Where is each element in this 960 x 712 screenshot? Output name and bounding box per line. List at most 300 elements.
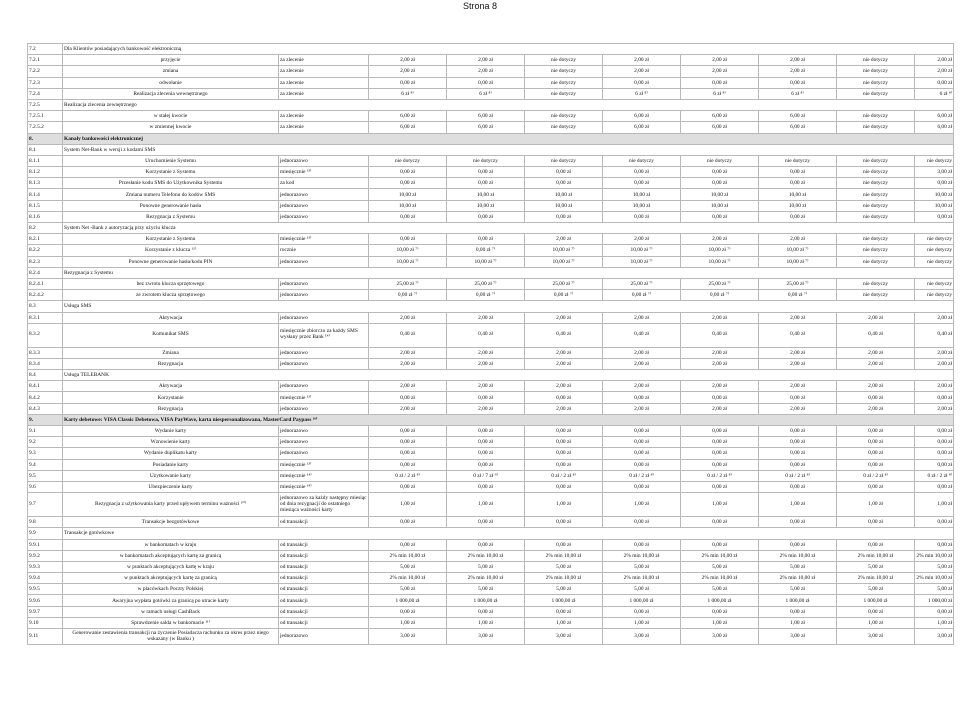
fee-cell: 3,00 zł: [447, 629, 525, 645]
section-row: [28, 528, 954, 539]
section-row: [28, 370, 954, 381]
fee-cell: 2,00 zł: [447, 381, 525, 392]
row-number: 8.4.3: [28, 403, 63, 414]
fee-cell: 25,00 zł ⁷⁾: [681, 278, 759, 289]
fee-cell: 6 zł ⁸⁾: [447, 88, 525, 99]
fee-cell: nie dotyczy: [915, 234, 954, 245]
row-number: 9.9.2: [28, 550, 63, 561]
fee-cell: nie dotyczy: [837, 88, 915, 99]
fee-cell: 2,00 zł: [681, 403, 759, 414]
fee-cell: 10,00 zł ⁷⁾: [447, 256, 525, 267]
fee-cell: 0,00 zł: [681, 426, 759, 437]
fee-cell: 3,00 zł: [369, 629, 447, 645]
fee-cell: nie dotyczy: [525, 55, 603, 66]
fee-cell: 6 zł ⁸⁾: [759, 88, 837, 99]
row-frequency: za zlecenie: [279, 122, 369, 133]
fee-cell: 0,00 zł: [447, 437, 525, 448]
table-row: [28, 167, 954, 178]
fee-cell: 2,00 zł: [915, 55, 954, 66]
fee-cell: 0,00 zł: [681, 167, 759, 178]
fee-cell: 0,00 zł: [915, 437, 954, 448]
fee-cell: 0,00 zł: [915, 426, 954, 437]
row-frequency: od transakcji: [279, 606, 369, 617]
fee-cell: 2,00 zł: [837, 403, 915, 414]
row-number: 8.4.1: [28, 381, 63, 392]
fee-cell: 0,00 zł: [759, 392, 837, 403]
fee-cell: 5,00 zł: [603, 561, 681, 572]
fee-cell: nie dotyczy: [837, 290, 915, 301]
row-description: ze zwrotem klucza sprzętowego: [63, 290, 279, 301]
fee-cell: 2,00 zł: [759, 312, 837, 323]
fee-cell: nie dotyczy: [525, 88, 603, 99]
row-frequency: jednorazowo: [279, 256, 369, 267]
row-number: 8.1.5: [28, 200, 63, 211]
fee-cell: 2,00 zł: [369, 66, 447, 77]
fee-cell: nie dotyczy: [837, 111, 915, 122]
fee-cell: 0 zł / 2 zł ⁸⁾: [369, 470, 447, 481]
fee-cell: 0,00 zł: [759, 481, 837, 492]
fee-cell: 10,00 zł: [759, 189, 837, 200]
fee-cell: 10,00 zł: [447, 189, 525, 200]
fee-cell: 0,00 zł: [525, 459, 603, 470]
table-row: [28, 278, 954, 289]
row-description: Korzystanie: [63, 392, 279, 403]
row-description: Awaryjna wypłata gotówki za granicą po utracie karty: [63, 595, 279, 606]
fee-cell: nie dotyczy: [837, 245, 915, 256]
fee-cell: 0,00 zł: [603, 392, 681, 403]
table-row: [28, 629, 954, 645]
fee-cell: 2,00 zł: [603, 347, 681, 358]
fee-cell: 0,00 zł: [603, 448, 681, 459]
section-row: [28, 267, 954, 278]
table-row: [28, 312, 954, 323]
fee-cell: 0,00 zł: [837, 481, 915, 492]
fee-cell: 0,00 zł: [447, 606, 525, 617]
table-row: [28, 245, 954, 256]
row-description: odwołanie: [63, 77, 279, 88]
fee-cell: 6,00 zł: [369, 111, 447, 122]
fee-cell: 0 zł / 2 zł ⁸⁾: [837, 470, 915, 481]
fee-cell: 5,00 zł: [525, 584, 603, 595]
row-frequency: jednorazowo: [279, 448, 369, 459]
fee-cell: 0,00 zł: [369, 539, 447, 550]
fee-cell: 0,00 zł: [447, 459, 525, 470]
row-frequency: jednorazowo: [279, 426, 369, 437]
fee-cell: 5,00 zł: [603, 584, 681, 595]
fee-cell: 0 zł / 2 zł ⁸⁾: [681, 470, 759, 481]
fee-cell: 0,00 zł: [915, 539, 954, 550]
row-frequency: jednorazowo: [279, 358, 369, 369]
fee-cell: 0,00 zł: [447, 392, 525, 403]
table-row: [28, 111, 954, 122]
section-row: [28, 223, 954, 234]
table-row: [28, 561, 954, 572]
row-number: 9.3: [28, 448, 63, 459]
row-frequency: za kod: [279, 178, 369, 189]
fee-cell: 0,00 zł: [447, 539, 525, 550]
fee-cell: 2,00 zł: [369, 381, 447, 392]
fee-cell: 2,00 zł: [681, 55, 759, 66]
fee-cell: nie dotyczy: [369, 155, 447, 166]
row-number: 8.4: [28, 370, 63, 381]
fee-cell: 0,00 zł: [369, 517, 447, 528]
fee-cell: 0,00 zł: [447, 426, 525, 437]
fee-cell: 0,00 zł: [915, 606, 954, 617]
fee-cell: 0,00 zł: [369, 167, 447, 178]
row-description: Przesłanie kodu SMS do Użytkownika Systemu: [63, 178, 279, 189]
row-description: Uruchomienie Systemu: [63, 155, 279, 166]
row-number: 8.3.4: [28, 358, 63, 369]
fee-cell: 1 000,00 zł: [759, 595, 837, 606]
fee-cell: 1,00 zł: [369, 617, 447, 628]
fee-cell: nie dotyczy: [525, 77, 603, 88]
fee-cell: 0,00 zł: [447, 178, 525, 189]
fee-cell: 10,00 zł: [525, 189, 603, 200]
fee-cell: 10,00 zł ⁷⁾: [681, 245, 759, 256]
fee-cell: 2,00 zł: [447, 66, 525, 77]
fee-cell: 0,00 zł ⁷⁾: [759, 290, 837, 301]
row-frequency: jednorazowo: [279, 211, 369, 222]
fee-cell: 3,00 zł: [681, 629, 759, 645]
row-number: 9.6: [28, 481, 63, 492]
fee-cell: 6,00 zł: [681, 122, 759, 133]
fee-cell: 0,00 zł: [837, 448, 915, 459]
fee-cell: 0,00 zł: [681, 481, 759, 492]
row-number: 9.10: [28, 617, 63, 628]
fee-cell: nie dotyczy: [525, 111, 603, 122]
fee-cell: nie dotyczy: [837, 167, 915, 178]
row-frequency: od transakcji: [279, 550, 369, 561]
fee-cell: 6 zł ⁸⁾: [369, 88, 447, 99]
fee-cell: 0,00 zł: [369, 426, 447, 437]
row-frequency: od transakcji: [279, 617, 369, 628]
fee-cell: 0,00 zł: [837, 459, 915, 470]
fee-cell: 10,00 zł ⁷⁾: [369, 245, 447, 256]
fee-cell: 0,00 zł: [369, 481, 447, 492]
fee-cell: 0,40 zł: [369, 323, 447, 347]
row-frequency: jednorazowo: [279, 278, 369, 289]
fee-cell: 0,00 zł: [915, 448, 954, 459]
fee-cell: 0,40 zł: [603, 323, 681, 347]
fee-cell: 3,00 zł: [915, 167, 954, 178]
fee-cell: 2,00 zł: [915, 347, 954, 358]
fee-cell: 6 zł ⁸⁾: [681, 88, 759, 99]
row-frequency: od transakcji: [279, 584, 369, 595]
fee-cell: 0,00 zł: [369, 234, 447, 245]
row-number: 7.2: [28, 44, 63, 55]
fee-cell: 0,00 zł: [759, 517, 837, 528]
fee-cell: 0,00 zł: [681, 178, 759, 189]
fee-cell: 10,00 zł: [915, 189, 954, 200]
fee-cell: 5,00 zł: [915, 561, 954, 572]
table-row: [28, 290, 954, 301]
row-description: Rezygnacja: [63, 403, 279, 414]
table-row: [28, 595, 954, 606]
fee-cell: 5,00 zł: [681, 584, 759, 595]
fee-cell: nie dotyczy: [837, 77, 915, 88]
fee-cell: 2,00 zł: [447, 312, 525, 323]
row-frequency: miesięcznie ¹³⁾: [279, 234, 369, 245]
row-description: Wznowienie karty: [63, 437, 279, 448]
table-row: [28, 88, 954, 99]
row-description: Kanały bankowości elektronicznej: [63, 133, 954, 144]
fee-cell: 2% min 10,00 zł: [681, 573, 759, 584]
fee-cell: 2,00 zł: [603, 66, 681, 77]
fee-cell: 0,40 zł: [837, 323, 915, 347]
fee-cell: 2,00 zł: [525, 403, 603, 414]
fee-cell: 5,00 zł: [915, 584, 954, 595]
fee-cell: 2,00 zł: [525, 358, 603, 369]
fee-cell: 3,00 zł: [525, 629, 603, 645]
fee-cell: 25,00 zł ⁷⁾: [447, 278, 525, 289]
fee-cell: 0,00 zł ⁷⁾: [369, 290, 447, 301]
fee-cell: 10,00 zł: [603, 200, 681, 211]
row-number: 7.2.3: [28, 77, 63, 88]
row-number: 9.9.3: [28, 561, 63, 572]
fee-cell: 2,00 zł: [447, 55, 525, 66]
fee-cell: nie dotyczy: [837, 122, 915, 133]
fee-cell: 1,00 zł: [603, 493, 681, 517]
row-frequency: jednorazowo: [279, 437, 369, 448]
fee-cell: 2% min 10,00 zł: [525, 573, 603, 584]
fee-cell: 0,00 zł: [525, 178, 603, 189]
row-number: 7.2.5: [28, 99, 63, 110]
fee-cell: 0,00 zł ⁷⁾: [447, 245, 525, 256]
row-description: Transakcje bezgotówkowe: [63, 517, 279, 528]
fee-cell: 2,00 zł: [837, 358, 915, 369]
fee-cell: 6,00 zł: [759, 122, 837, 133]
table-row: [28, 55, 954, 66]
fee-cell: nie dotyczy: [837, 211, 915, 222]
row-description: Realizacja zlecenia zewnętrznego: [63, 99, 954, 110]
fee-cell: 0 zł / 7 zł ⁹⁾: [447, 470, 525, 481]
table-row: [28, 323, 954, 347]
fee-cell: nie dotyczy: [915, 278, 954, 289]
row-number: 8.2.4: [28, 267, 63, 278]
row-number: 7.2.5.1: [28, 111, 63, 122]
row-frequency: miesięcznie ¹³⁾: [279, 392, 369, 403]
fee-cell: 2,00 zł: [603, 381, 681, 392]
fee-cell: 10,00 zł ⁷⁾: [759, 245, 837, 256]
row-description: zmiana: [63, 66, 279, 77]
row-description: Rezygnacja: [63, 358, 279, 369]
fee-cell: 2,00 zł: [681, 381, 759, 392]
fee-cell: 0,00 zł: [525, 606, 603, 617]
row-number: 8.3.2: [28, 323, 63, 347]
row-description: Usługa TELEBANK: [63, 370, 954, 381]
row-number: 8.4.2: [28, 392, 63, 403]
row-description: Transakcje gotówkowe: [63, 528, 954, 539]
row-frequency: miesięcznie ¹⁴⁾: [279, 470, 369, 481]
fee-cell: 0,00 zł: [447, 448, 525, 459]
fee-cell: nie dotyczy: [837, 189, 915, 200]
fee-cell: 2,00 zł: [837, 381, 915, 392]
fee-cell: 0,00 zł: [525, 517, 603, 528]
fee-cell: 2,00 zł: [369, 403, 447, 414]
fee-cell: 0,00 zł: [681, 211, 759, 222]
fee-cell: 2% min 10,00 zł: [603, 573, 681, 584]
fee-cell: 2,00 zł: [915, 358, 954, 369]
fee-cell: 0,00 zł: [759, 459, 837, 470]
row-number: 8.1.4: [28, 189, 63, 200]
row-number: 9.9.5: [28, 584, 63, 595]
fee-cell: 2,00 zł: [603, 234, 681, 245]
fee-cell: 3,00 zł: [759, 629, 837, 645]
row-number: 7.2.1: [28, 55, 63, 66]
fee-cell: 0,00 zł ⁷⁾: [603, 290, 681, 301]
table-row: [28, 539, 954, 550]
fee-cell: 0,00 zł: [603, 167, 681, 178]
fee-cell: 2,00 zł: [369, 358, 447, 369]
fee-cell: 10,00 zł ⁷⁾: [525, 256, 603, 267]
fee-cell: 2,00 zł: [915, 403, 954, 414]
table-row: [28, 481, 954, 492]
table-row: [28, 426, 954, 437]
fee-cell: 0,00 zł: [447, 167, 525, 178]
fee-cell: 0,00 zł: [915, 481, 954, 492]
fee-cell: 2,00 zł: [681, 66, 759, 77]
fee-cell: 1 000,00 zł: [603, 595, 681, 606]
row-frequency: za zlecenie: [279, 55, 369, 66]
fee-cell: 2,00 zł: [603, 358, 681, 369]
row-number: 8.3: [28, 301, 63, 312]
row-number: 7.2.2: [28, 66, 63, 77]
row-frequency: od transakcji: [279, 573, 369, 584]
table-row: [28, 448, 954, 459]
row-description: w bankomatach w kraju: [63, 539, 279, 550]
fee-cell: 3,00 zł: [603, 629, 681, 645]
fee-cell: 2,00 zł: [603, 312, 681, 323]
table-row: [28, 189, 954, 200]
fee-cell: 2,00 zł: [447, 347, 525, 358]
fee-cell: 25,00 zł ⁷⁾: [759, 278, 837, 289]
row-description: System Net -Bank z autoryzacją przy użyciu klucza: [63, 223, 954, 234]
row-number: 7.2.4: [28, 88, 63, 99]
row-number: 9.7: [28, 493, 63, 517]
fee-cell: 1,00 zł: [915, 493, 954, 517]
fee-cell: nie dotyczy: [915, 256, 954, 267]
fee-cell: 0,00 zł: [525, 426, 603, 437]
fee-cell: 0,00 zł: [603, 606, 681, 617]
row-frequency: jednorazowo: [279, 381, 369, 392]
fee-cell: 0,00 zł: [369, 437, 447, 448]
row-frequency: jednorazowo: [279, 312, 369, 323]
fee-cell: nie dotyczy: [837, 178, 915, 189]
fee-cell: 5,00 zł: [447, 561, 525, 572]
fee-cell: 0,00 zł: [447, 481, 525, 492]
row-frequency: rocznie: [279, 245, 369, 256]
fee-cell: 0,00 zł: [915, 178, 954, 189]
fee-cell: 3,00 zł: [837, 629, 915, 645]
fee-cell: nie dotyczy: [837, 66, 915, 77]
row-description: Rezygnacja z Systemu: [63, 211, 279, 222]
fee-cell: 2,00 zł: [525, 381, 603, 392]
row-description: Aktywacja: [63, 312, 279, 323]
row-frequency: za zlecenie: [279, 111, 369, 122]
fee-cell: nie dotyczy: [525, 155, 603, 166]
fee-cell: 0,40 zł: [525, 323, 603, 347]
table-row: [28, 77, 954, 88]
fee-cell: 1,00 zł: [447, 617, 525, 628]
fee-cell: 25,00 zł ⁷⁾: [525, 278, 603, 289]
fee-cell: 0,00 zł: [759, 178, 837, 189]
fee-cell: 6 zł ⁸⁾: [603, 88, 681, 99]
fee-cell: 0,00 zł: [603, 539, 681, 550]
fee-cell: 2% min 10,00 zł: [837, 573, 915, 584]
row-frequency: za zlecenie: [279, 88, 369, 99]
fee-cell: 10,00 zł ⁷⁾: [603, 256, 681, 267]
table-row: [28, 358, 954, 369]
fee-cell: 2% min 10,00 zł: [915, 573, 954, 584]
fee-cell: 0,00 zł: [681, 77, 759, 88]
row-frequency: od transakcji: [279, 539, 369, 550]
row-description: Korzystanie z Systemu: [63, 167, 279, 178]
row-frequency: od transakcji: [279, 561, 369, 572]
fee-table-body: [28, 44, 954, 645]
table-row: [28, 403, 954, 414]
fee-cell: nie dotyczy: [915, 155, 954, 166]
fee-cell: 0,00 zł: [759, 539, 837, 550]
fee-cell: 0,00 zł: [525, 481, 603, 492]
fee-cell: 2,00 zł: [447, 403, 525, 414]
fee-cell: 2% min 10,00 zł: [447, 573, 525, 584]
fee-cell: 0 zł / 2 zł ⁸⁾: [759, 470, 837, 481]
table-row: [28, 200, 954, 211]
row-number: 9.: [28, 414, 63, 425]
table-row: [28, 459, 954, 470]
fee-cell: nie dotyczy: [837, 55, 915, 66]
fee-cell: 0,00 zł: [525, 211, 603, 222]
fee-cell: 2,00 zł: [759, 381, 837, 392]
fee-cell: 5,00 zł: [759, 561, 837, 572]
fee-cell: 25,00 zł ⁷⁾: [603, 278, 681, 289]
row-frequency: jednorazowo: [279, 403, 369, 414]
fee-cell: 0,00 zł: [525, 448, 603, 459]
fee-cell: 10,00 zł: [525, 200, 603, 211]
table-row: [28, 381, 954, 392]
fee-cell: 0,00 zł: [369, 448, 447, 459]
fee-cell: 0,00 zł: [369, 606, 447, 617]
fee-cell: 2% min 10,00 zł: [837, 550, 915, 561]
fee-cell: 2,00 zł: [837, 312, 915, 323]
table-row: [28, 493, 954, 517]
fee-cell: 0,00 zł: [447, 234, 525, 245]
fee-cell: 6 zł ⁸⁾: [915, 88, 954, 99]
fee-cell: 2,00 zł: [525, 312, 603, 323]
fee-cell: 2% min 10,00 zł: [603, 550, 681, 561]
fee-cell: 2% min 10,00 zł: [369, 550, 447, 561]
table-row: [28, 550, 954, 561]
fee-cell: 0,00 zł: [447, 77, 525, 88]
fee-cell: 0,00 zł: [681, 448, 759, 459]
table-row: [28, 584, 954, 595]
fee-cell: 10,00 zł: [369, 189, 447, 200]
fee-cell: 0,00 zł: [837, 437, 915, 448]
fee-cell: 6,00 zł: [369, 122, 447, 133]
fee-cell: 5,00 zł: [525, 561, 603, 572]
fee-cell: 0,00 zł ⁷⁾: [525, 290, 603, 301]
row-number: 9.2: [28, 437, 63, 448]
row-description: Rezygnacja z Systemu: [63, 267, 954, 278]
table-row: [28, 211, 954, 222]
fee-cell: 1,00 zł: [681, 493, 759, 517]
row-number: 8.2.2: [28, 245, 63, 256]
fee-cell: 2% min 10,00 zł: [759, 550, 837, 561]
row-frequency: jednorazowo: [279, 290, 369, 301]
fee-cell: nie dotyczy: [681, 155, 759, 166]
fee-cell: 0,00 zł: [603, 437, 681, 448]
fee-cell: nie dotyczy: [759, 155, 837, 166]
